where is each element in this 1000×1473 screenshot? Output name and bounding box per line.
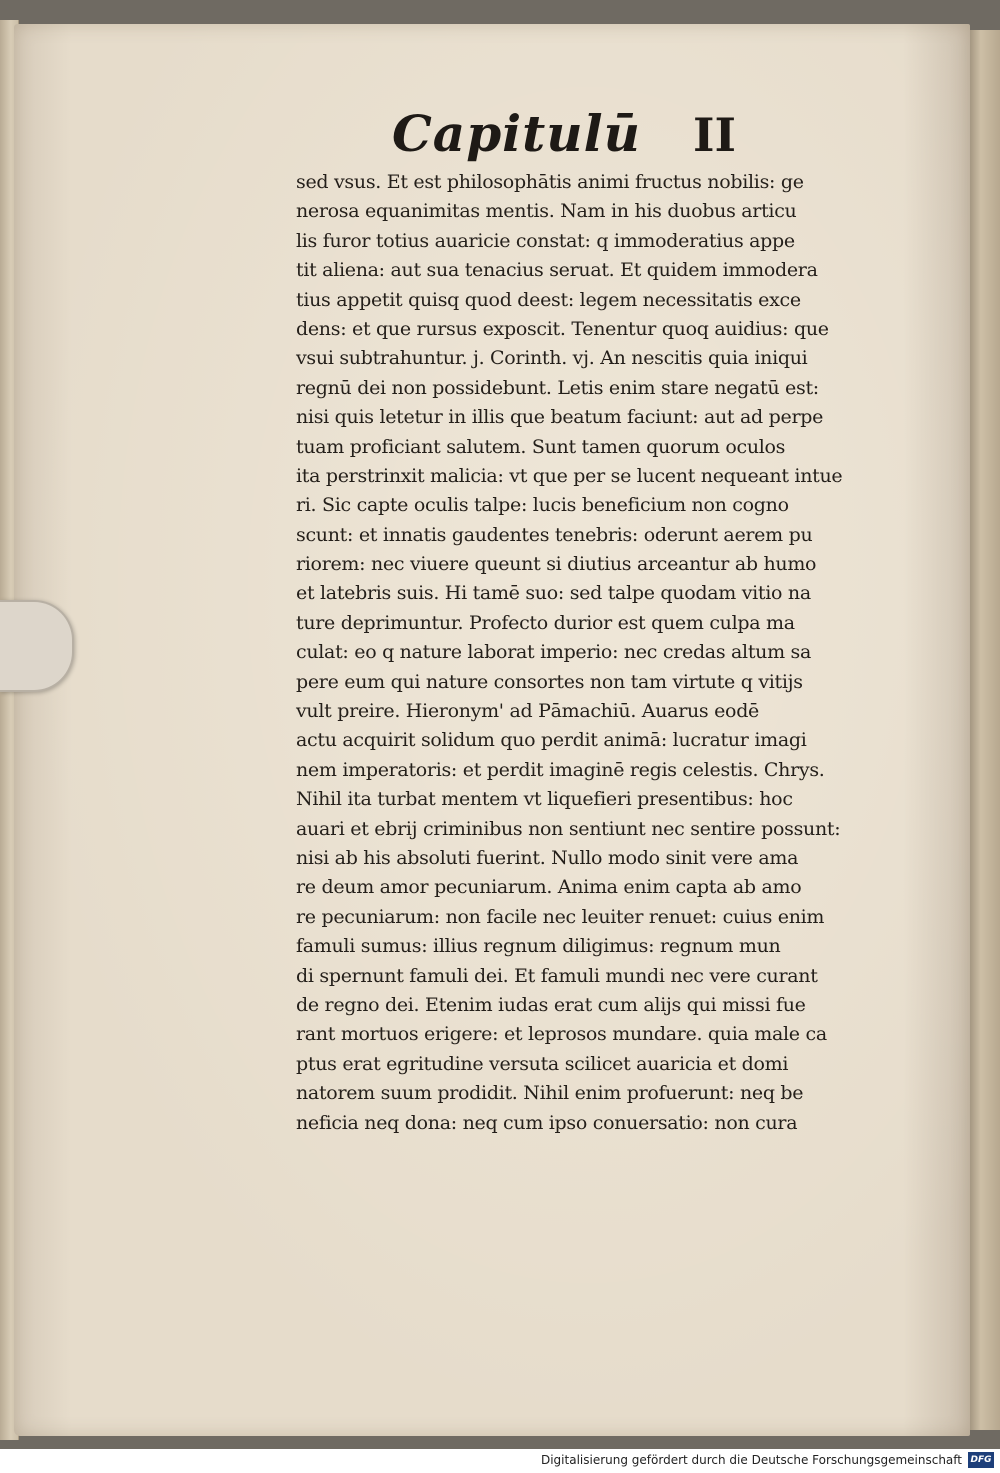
- text-line: nem imperatoris: et perdit imaginē regis celestis. Chrys.: [296, 758, 825, 781]
- text-line: scunt: et innatis gaudentes tenebris: oderunt aerem pu: [296, 523, 813, 546]
- text-line: sed vsus. Et est philosophātis animi fructus nobilis: ge: [296, 171, 804, 193]
- dfg-logo-icon: DFG: [968, 1452, 994, 1468]
- text-line: neficia neq dona: neq cum ipso conuersatio: non cura: [296, 1111, 798, 1134]
- text-line: natorem suum prodidit. Nihil enim profuerunt: neq be: [296, 1082, 804, 1105]
- text-line: famuli sumus: illius regnum diligimus: regnum mun: [296, 935, 781, 958]
- text-line: nisi quis letetur in illis que beatum faciunt: aut ad perpe: [296, 406, 824, 429]
- text-line: di spernunt famuli dei. Et famuli mundi nec vere curant: [296, 964, 818, 987]
- text-line: pere eum qui nature consortes non tam virtute q vitijs: [296, 670, 803, 693]
- text-line: lis furor totius auaricie constat: q immoderatius appe: [296, 229, 795, 252]
- text-line: ri. Sic capte oculis talpe: lucis beneficium non cogno: [296, 494, 789, 517]
- chapter-heading-number: II: [692, 108, 736, 162]
- text-line: riorem: nec viuere queunt si diutius arceantur ab humo: [296, 553, 817, 576]
- text-line: actu acquirit solidum quo perdit animā: lucratur imagi: [296, 729, 807, 752]
- text-line: regnū dei non possidebunt. Letis enim stare negatū est:: [296, 376, 819, 399]
- text-column: [296, 168, 886, 1138]
- footer-bar: [0, 1449, 1000, 1473]
- text-line: et latebris suis. Hi tamē suo: sed talpe quodam vitio na: [296, 582, 811, 605]
- page-holder-tab: [0, 600, 74, 692]
- text-line: nisi ab his absoluti fuerint. Nullo modo sinit vere ama: [296, 846, 799, 869]
- text-line: dens: et que rursus exposcit. Tenentur quoq auidius: que: [296, 317, 829, 340]
- text-line: vsui subtrahuntur. j. Corinth. vj. An nescitis quia iniqui: [296, 347, 808, 370]
- text-line: ptus erat egritudine versuta scilicet auaricia et domi: [296, 1052, 789, 1075]
- text-line: culat: eo q nature laborat imperio: nec credas altum sa: [296, 641, 812, 664]
- text-line: auari et ebrij criminibus non sentiunt nec sentire possunt:: [296, 817, 841, 840]
- text-line: rant mortuos erigere: et leprosos mundare. quia male ca: [296, 1023, 827, 1046]
- text-line: re pecuniarum: non facile nec leuiter renuet: cuius enim: [296, 905, 825, 928]
- text-line: ture deprimuntur. Profecto durior est quem culpa ma: [296, 611, 795, 634]
- text-line: tius appetit quisq quod deest: legem necessitatis exce: [296, 288, 801, 311]
- text-line: tuam proficiant salutem. Sunt tamen quorum oculos: [296, 435, 786, 458]
- text-line: tit aliena: aut sua tenacius seruat. Et quidem immodera: [296, 259, 818, 282]
- text-line: nerosa equanimitas mentis. Nam in his duobus articu: [296, 200, 797, 223]
- text-line: Nihil ita turbat mentem vt liquefieri presentibus: hoc: [296, 788, 793, 811]
- book-right-pages: [968, 30, 1000, 1430]
- text-line: vult preire. Hieronym' ad Pāmachiū. Auarus eodē: [296, 700, 759, 723]
- chapter-heading: [392, 104, 752, 174]
- footer-credit: Digitalisierung gefördert durch die Deutsche Forschungsgemeinschaft: [540, 1453, 962, 1467]
- text-line: ita perstrinxit malicia: vt que per se lucent nequeant intue: [296, 464, 843, 487]
- text-line: de regno dei. Etenim iudas erat cum alijs qui missi fue: [296, 993, 806, 1016]
- text-line: re deum amor pecuniarum. Anima enim capta ab amo: [296, 876, 802, 899]
- chapter-heading-word: Capitulū: [392, 104, 641, 163]
